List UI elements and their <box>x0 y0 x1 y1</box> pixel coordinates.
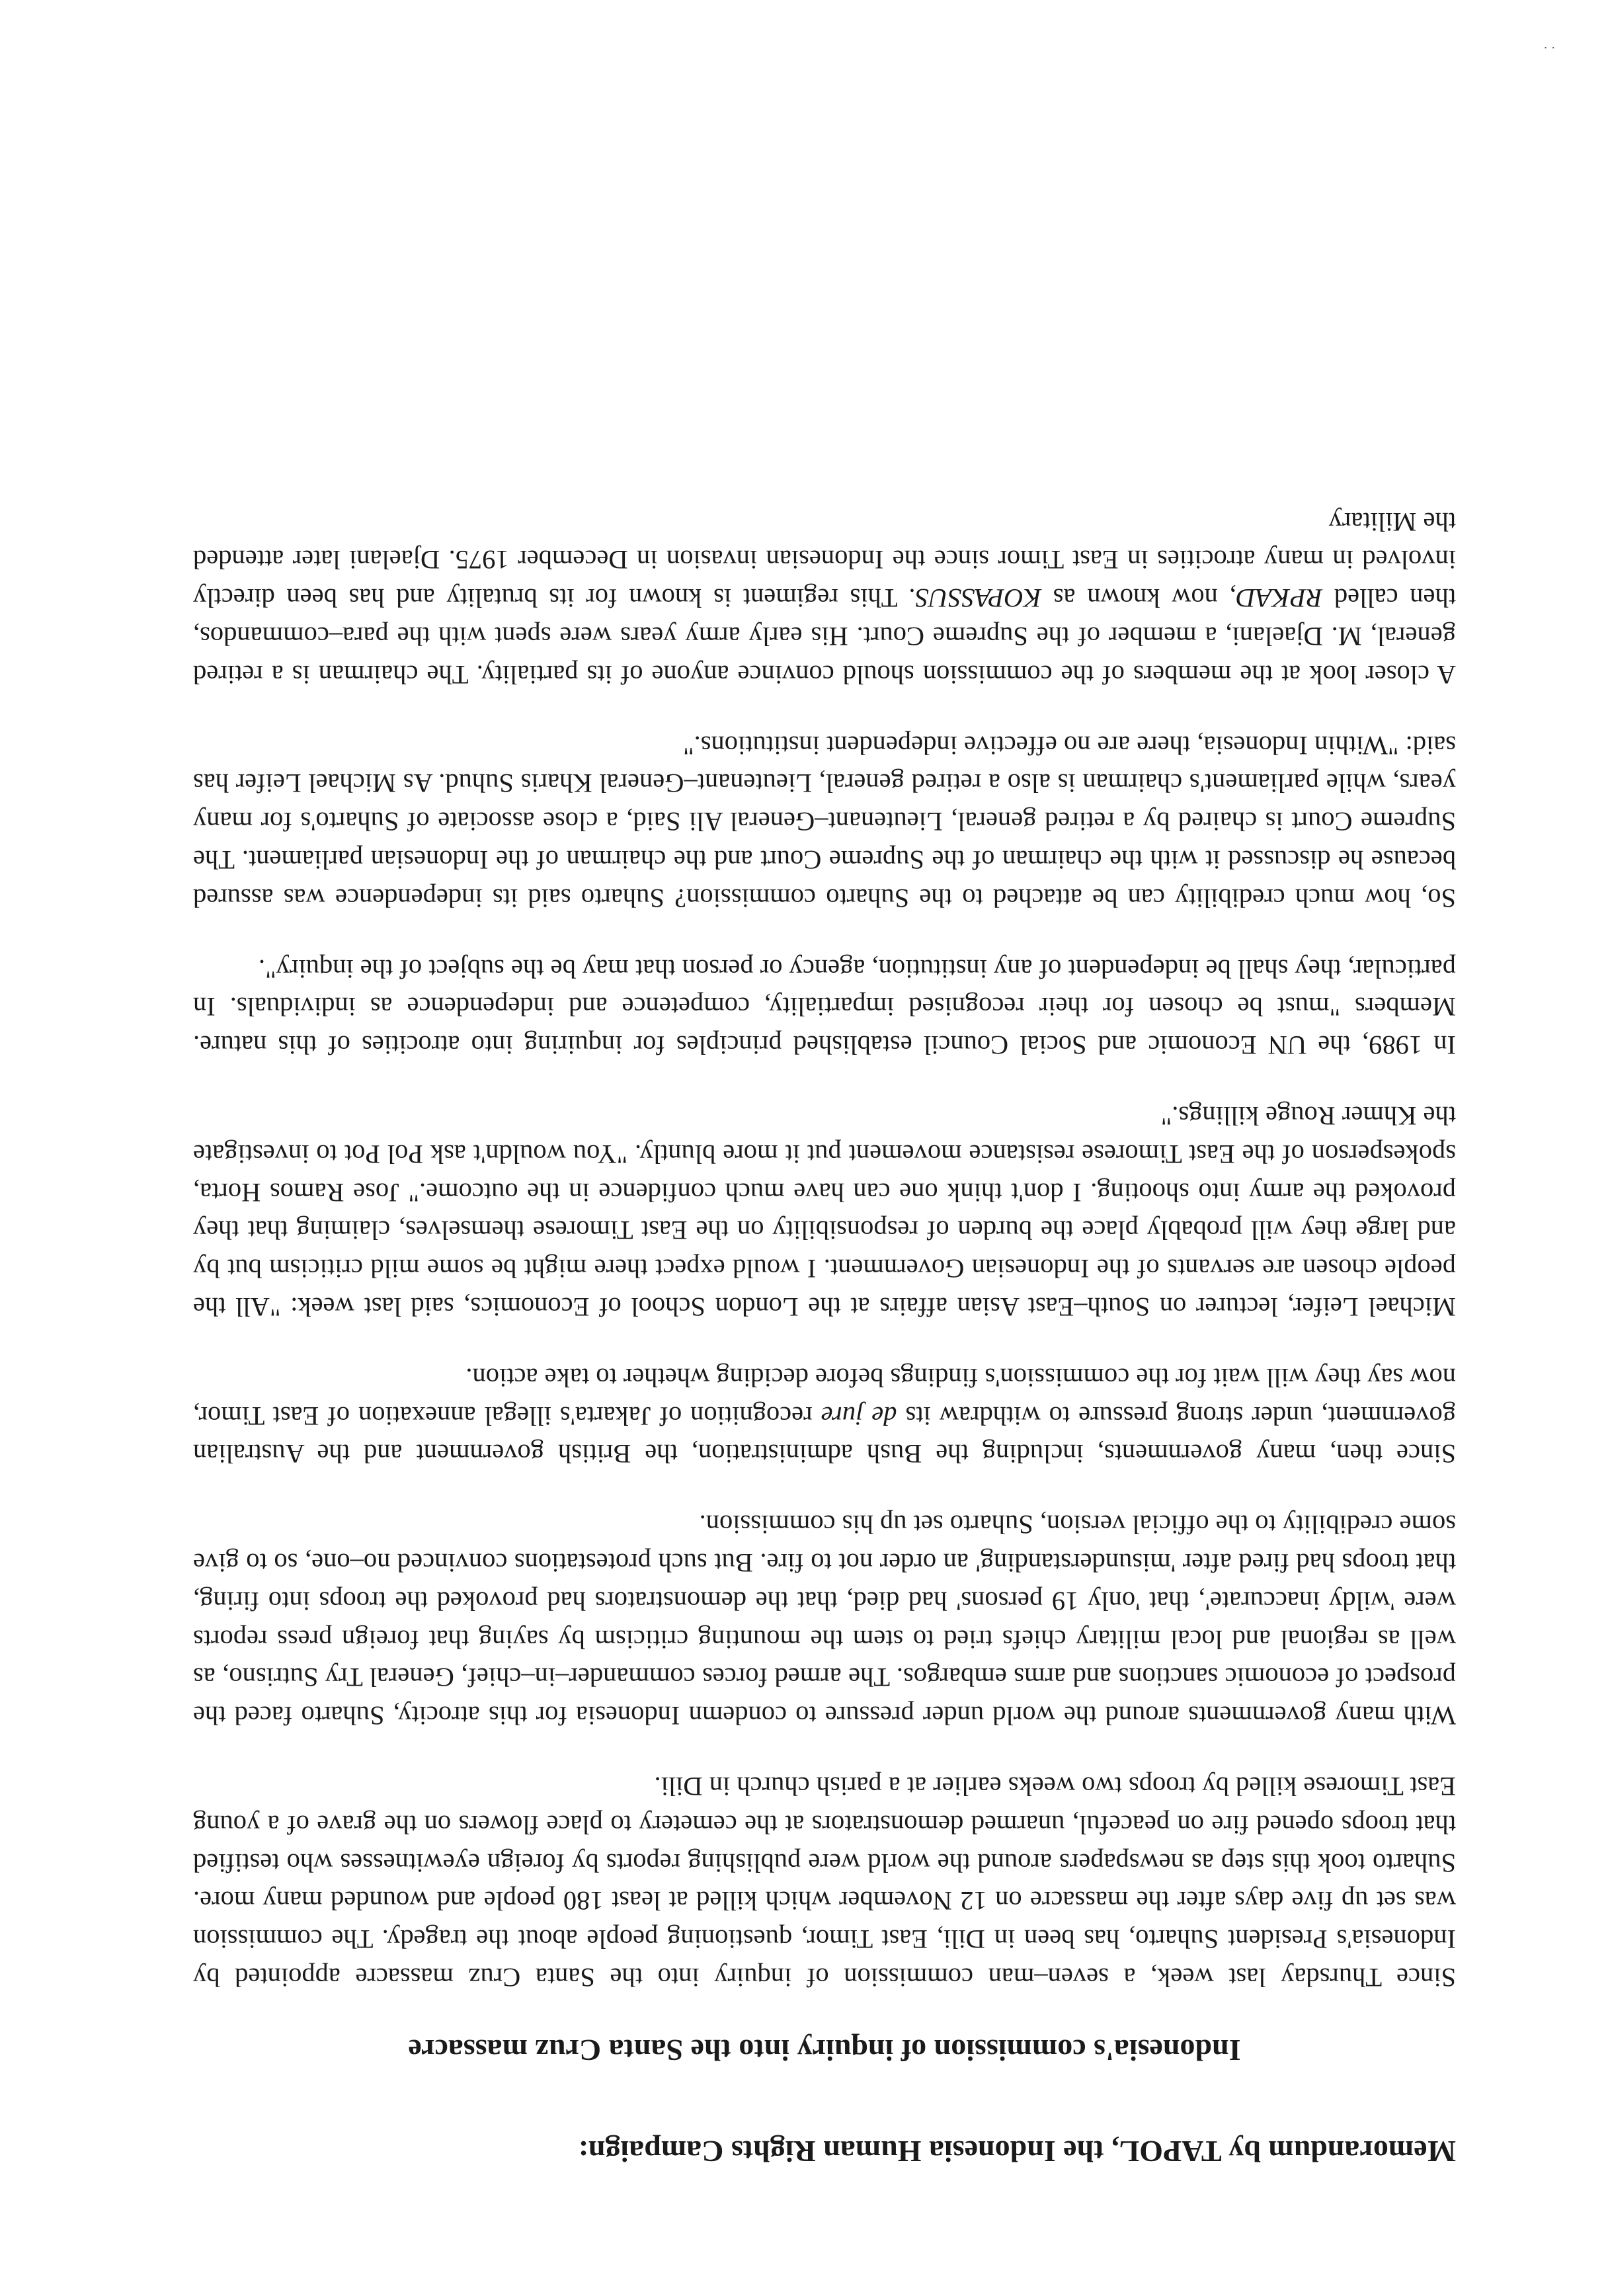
paragraph-4: Michael Leifer, lecturer on South–East Asian affairs at the London School of Economics, said last week: "All the people chosen are servants of the Indonesian Government. I would expect there might be some mild criticism but by and large they will probably place the burden of responsibility on the East Timorese themselves, claiming that they provoked the army into shooting. I don't think one can have much confidence in the outcome." Jose Ramos Horta, spokesperson of the East Timorese resistance movement put it more bluntly. "You wouldn't ask Pol Pot to investigate the Khmer Rouge killings." <box>193 1101 1456 1323</box>
paragraph-3-italic: de jure <box>821 1401 897 1431</box>
paragraph-1: Since Thursday last week, a seven–man commission of inquiry into the Santa Cruz massacre appointed by Indonesia's President Suharto, has been in Dili, East Timor, questioning people about the tragedy. The commission was set up five days after the massacre on 12 November which killed at least 180 people and wounded many more. Suharto took this step as newspapers around the world were publishing reports by foreign eyewitnesses who testified that troops opened fire on peaceful, unarmed demonstrators at the cemetery to place flowers on the grave of a young East Timorese killed by troops two weeks earlier at a parish church in Dili. <box>193 1772 1456 1992</box>
paragraph-3-text-b: recognition of Jakarta's illegal annexation of East Timor, now say they will wait for the commission's findings before deciding whether to take action. <box>193 1362 1456 1431</box>
paragraph-3 <box>193 1358 1456 1473</box>
paragraph-7-text-c: . This regiment is known for its brutality and has been directly involved in many atrocities in East Timor since the Indonesian invasion in December 1975. Djaelani later attended the Military <box>193 507 1456 614</box>
paragraph-7-italic-a: RPKAD <box>1236 583 1323 614</box>
paragraph-6: So, how much credibility can be attached to the Suharto commission? Suharto said its independence was assured because he discussed it with the chairman of the Supreme Court and the chairman of the Indonesian parliament. The Supreme Court is chaired by a retired general, Lieutenant–General Ali Said, a close associate of Suharto's for many years, while parliament's chairman is also a retired general, Lieutenant–General Kharis Suhud. As Michael Leifer has said: "Within Indonesia, there are no effective independent institutions." <box>193 730 1456 913</box>
paragraph-5: In 1989, the UN Economic and Social Council established principles for inquiring into atrocities of this nature. Members "must be chosen for their recognised impartiality, competence and independence as individuals. In particular, they shall be independent of any institution, agency or person that may be the subject of the inquiry". <box>193 954 1456 1061</box>
memo-heading: Memorandum by TAPOL, the Indonesia Human Rights Campaign: <box>578 2135 1456 2168</box>
corner-mark: · · <box>1543 40 1555 54</box>
document-body <box>193 470 1456 2170</box>
paragraph-2: With many governments around the world under pressure to condemn Indonesia for this atrocity, Suharto faced the prospect of economic sanctions and arms embargos. The armed forces commander–in–chief, General Try Sutrisno, as well as regional and local military chiefs tried to stem the mounting criticism by saying that foreign press reports were 'wildy inaccurate', that 'only 19 persons' had died, that the demonstrators had provoked the troops into firing, that troops had fired after 'misunderstanding' an order not to fire. But such protestations convinced no–one, so to give some credibility to the official version, Suharto set up his commission. <box>193 1510 1456 1731</box>
paragraph-7-text-a: A closer look at the members of the commission should convince anyone of its partiality. The chairman is a retired general, M. Djaelani, a member of the Supreme Court. His early army years were spent with the para–commandos, then called <box>193 583 1456 690</box>
paragraph-7 <box>193 503 1456 694</box>
paragraph-7-text-b: , now known as <box>1041 583 1236 614</box>
document-title: Indonesia's commission of inquiry into the Santa Cruz massacre <box>408 2033 1241 2067</box>
paragraph-3-text-a: Since then, many governments, including the Bush administration, the British government and the Australian government, under strong pressure to withdraw its <box>193 1401 1456 1469</box>
paragraph-7-italic-b: KOPASSUS <box>915 583 1042 614</box>
